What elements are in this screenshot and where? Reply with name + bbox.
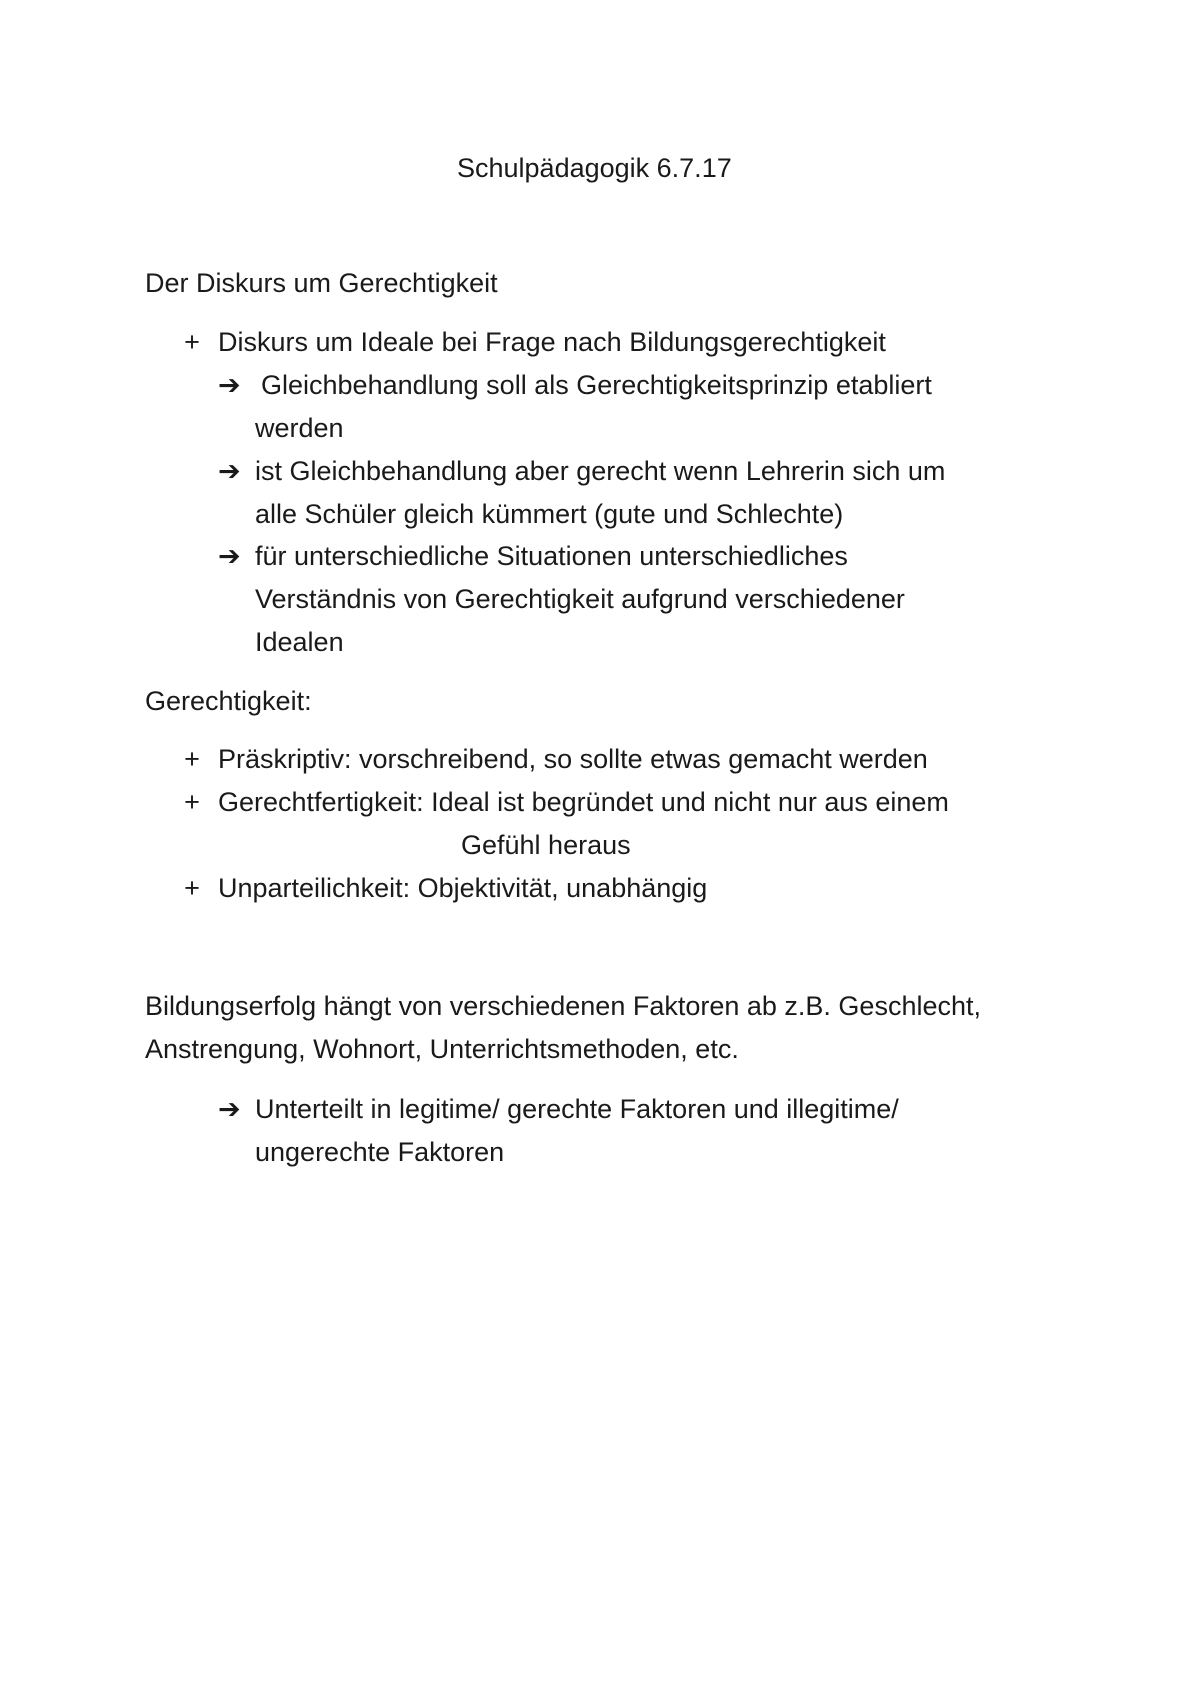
paragraph-line: Bildungserfolg hängt von verschiedenen Faktoren ab z.B. Geschlecht, [145, 991, 981, 1021]
arrow-item-text-continued: Verständnis von Gerechtigkeit aufgrund verschiedener [255, 584, 905, 614]
plus-bullet-icon: + [184, 744, 200, 774]
plus-bullet-icon: + [184, 787, 200, 817]
right-arrow-icon: ➔ [218, 370, 241, 401]
right-arrow-icon: ➔ [218, 1094, 241, 1125]
plus-bullet-icon: + [184, 327, 200, 357]
list-item-text: Präskriptiv: vorschreibend, so sollte etwas gemacht werden [218, 744, 928, 774]
arrow-item-text: Unterteilt in legitime/ gerechte Faktoren und illegitime/ [255, 1094, 899, 1124]
arrow-item-text: ist Gleichbehandlung aber gerecht wenn Lehrerin sich um [255, 456, 946, 486]
page-title: Schulpädagogik 6.7.17 [457, 153, 732, 183]
arrow-item-text: Gleichbehandlung soll als Gerechtigkeitsprinzip etabliert [261, 370, 932, 400]
arrow-item-text-continued: ungerechte Faktoren [255, 1137, 505, 1167]
arrow-item-text-continued: Idealen [255, 627, 344, 657]
list-item-text-continued: Gefühl heraus [461, 830, 631, 860]
list-item-text: Diskurs um Ideale bei Frage nach Bildungsgerechtigkeit [218, 327, 886, 357]
plus-bullet-icon: + [184, 873, 200, 903]
right-arrow-icon: ➔ [218, 456, 241, 487]
arrow-item-text: für unterschiedliche Situationen unterschiedliches [255, 541, 848, 571]
arrow-item-text-continued: alle Schüler gleich kümmert (gute und Schlechte) [255, 499, 844, 529]
arrow-item-text-continued: werden [255, 413, 344, 443]
section-heading-diskurs: Der Diskurs um Gerechtigkeit [145, 268, 498, 298]
list-item-text: Unparteilichkeit: Objektivität, unabhängig [218, 873, 708, 903]
right-arrow-icon: ➔ [218, 541, 241, 572]
paragraph-line: Anstrengung, Wohnort, Unterrichtsmethoden, etc. [145, 1034, 739, 1064]
list-item-text: Gerechtfertigkeit: Ideal ist begründet und nicht nur aus einem [218, 787, 949, 817]
section-heading-gerechtigkeit: Gerechtigkeit: [145, 686, 312, 716]
